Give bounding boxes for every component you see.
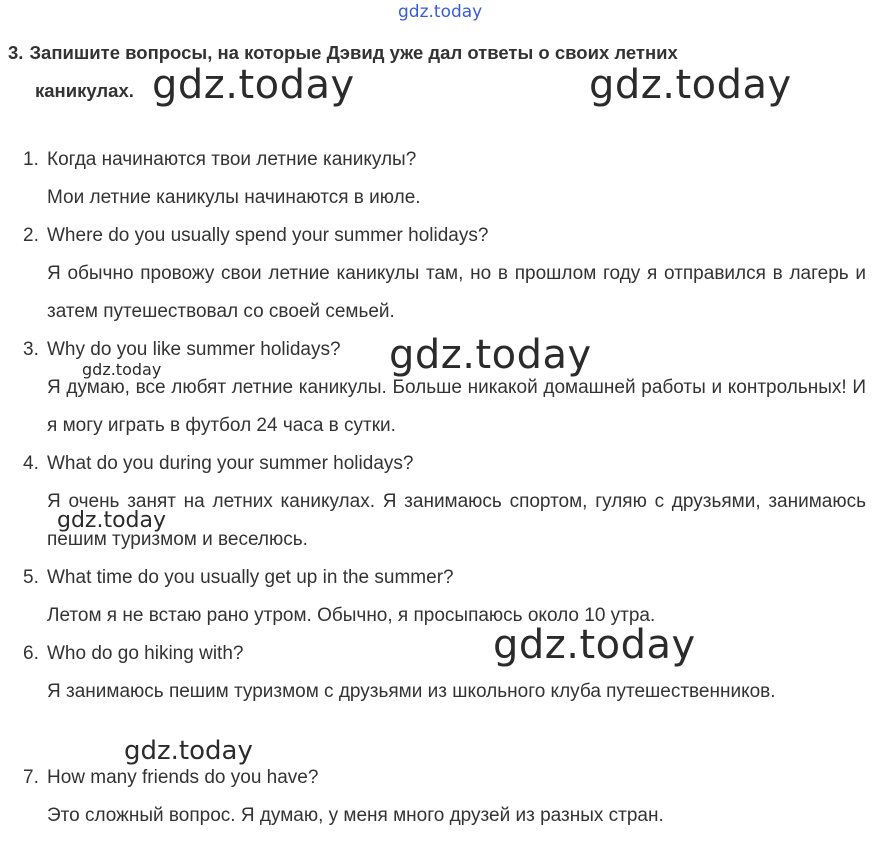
question-text: What do you during your summer holidays?: [47, 453, 414, 474]
task-number: 3.: [8, 42, 24, 63]
answer-text: Я думаю, все любят летние каникулы. Больше никакой домашней работы и контрольных! И я могу играть в футбол 24 часа в сутки.: [47, 377, 866, 436]
item-number: 1.: [23, 149, 39, 170]
question-text: Когда начинаются твои летние каникулы?: [47, 149, 417, 170]
question-text: Where do you usually spend your summer holidays?: [47, 225, 489, 246]
question-text: How many friends do you have?: [47, 767, 319, 788]
answer-text: Это сложный вопрос. Я думаю, у меня много друзей из разных стран.: [47, 805, 664, 826]
question-text: What time do you usually get up in the summer?: [47, 567, 454, 588]
item-number: 7.: [23, 767, 39, 788]
answer-text: Я обычно провожу свои летние каникулы там, но в прошлом году я отправился в лагерь и затем путешествовал со своей семьей.: [47, 263, 866, 322]
question: [23, 331, 866, 369]
question-text: Why do you like summer holidays?: [47, 339, 341, 360]
question: [23, 445, 866, 483]
item-number: 4.: [23, 453, 39, 474]
list-item: [23, 445, 866, 559]
answer-text: Я очень занят на летних каникулах. Я занимаюсь спортом, гуляю с друзьями, занимаюсь пешим туризмом и веселюсь.: [47, 491, 866, 550]
task-text-line2: каникулах.: [35, 80, 134, 101]
watermark-large-4: gdz.today: [493, 622, 696, 668]
watermark-top: gdz.today: [398, 2, 483, 22]
watermark-large-2: gdz.today: [589, 62, 792, 108]
question: [23, 759, 866, 797]
task-text-line1: Запишите вопросы, на которые Дэвид уже дал ответы о своих летних: [29, 42, 678, 63]
question: [23, 559, 866, 597]
watermark-large-1: gdz.today: [152, 62, 355, 108]
question: [23, 635, 866, 673]
question: [23, 217, 866, 255]
question-text: Who do go hiking with?: [47, 643, 244, 664]
answer-text: Летом я не встаю рано утром. Обычно, я просыпаюсь около 10 утра.: [47, 605, 656, 626]
answer-text: Я занимаюсь пешим туризмом с друзьями из школьного клуба путешественников.: [47, 681, 776, 702]
watermark-small-1: gdz.today: [82, 360, 162, 379]
item-number: 2.: [23, 225, 39, 246]
list-item: [23, 759, 866, 835]
answer-text: Мои летние каникулы начинаются в июле.: [47, 187, 421, 208]
list-item: [23, 141, 866, 217]
list-item: [23, 331, 866, 445]
question: [23, 141, 866, 179]
list-item: [23, 559, 866, 635]
list-item: [23, 635, 866, 711]
watermark-large-3: gdz.today: [389, 332, 592, 378]
watermark-medium-1: gdz.today: [57, 508, 167, 533]
watermark-medium-2: gdz.today: [124, 736, 253, 766]
item-number: 3.: [23, 339, 39, 360]
item-number: 6.: [23, 643, 39, 664]
task-heading: [8, 34, 870, 110]
item-number: 5.: [23, 567, 39, 588]
list-item: [23, 217, 866, 331]
